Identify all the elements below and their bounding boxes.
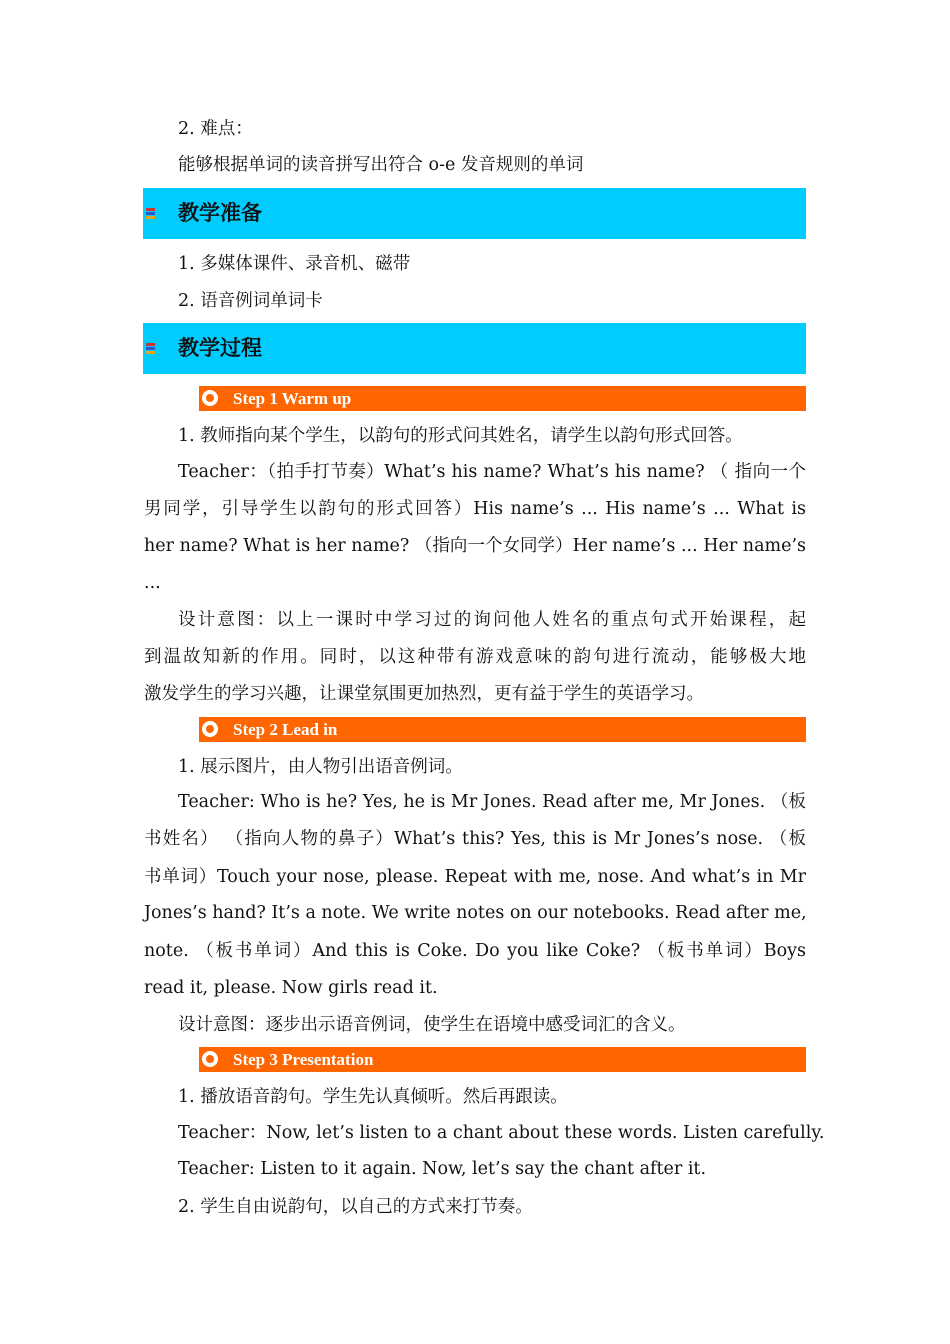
design-intent-line: 设计意图：逐步出示语音例词，使学生在语境中感受词汇的含义。 [178, 1015, 686, 1035]
paragraph-line: 男同学，引导学生以韵句的形式回答）His name’s ... His name’s ... What is [144, 499, 806, 519]
section-header-process [143, 323, 806, 374]
paragraph-line: ... [144, 573, 161, 593]
step-header-lead-in [199, 717, 806, 742]
paragraph-line: her name? What is her name? （指向一个女同学）Her name’s ... Her name’s [144, 536, 806, 556]
section-header-prep [143, 188, 806, 239]
difficulty-text: 能够根据单词的读音拼写出符合 o-e 发音规则的单词 [178, 155, 584, 175]
section-title: 教学过程 [178, 336, 262, 360]
step-header-presentation [199, 1047, 806, 1072]
paragraph-line: 书单词）Touch your nose, please. Repeat with me, nose. And what’s in Mr [144, 867, 806, 887]
difficulty-heading: 2. 难点： [178, 119, 253, 139]
paragraph-line: 1. 教师指向某个学生，以韵句的形式问其姓名，请学生以韵句形式回答。 [178, 426, 743, 446]
paragraph-line: note. （板书单词）And this is Coke. Do you like Coke? （板书单词）Boys [144, 941, 806, 961]
paragraph-line: 书姓名） （指向人物的鼻子）What’s this? Yes, this is Mr Jones’s nose. （板 [144, 829, 806, 849]
design-intent-line: 激发学生的学习兴趣，让课堂氛围更加热烈，更有益于学生的英语学习。 [144, 684, 704, 704]
paragraph-line: Teacher: Listen to it again. Now, let’s say the chant after it. [178, 1159, 707, 1179]
paragraph-line: read it, please. Now girls read it. [144, 978, 438, 998]
paragraph-line: 2. 学生自由说韵句，以自己的方式来打节奏。 [178, 1197, 533, 1217]
section-title: 教学准备 [178, 201, 262, 225]
step-label: Step 2 Lead in [233, 720, 338, 739]
stacked-books-icon [146, 208, 155, 219]
paragraph-line: Teacher: Who is he? Yes, he is Mr Jones. Read after me, Mr Jones. （板 [178, 792, 806, 812]
circle-star-icon [202, 721, 218, 737]
paragraph-line: 1. 播放语音韵句。学生先认真倾听。然后再跟读。 [178, 1087, 568, 1107]
step-header-warm-up [199, 386, 806, 411]
design-intent-line: 到温故知新的作用。同时，以这种带有游戏意味的韵句进行流动，能够极大地 [144, 647, 806, 667]
circle-star-icon [202, 1051, 218, 1067]
circle-star-icon [202, 390, 218, 406]
stacked-books-icon [146, 343, 155, 354]
list-item: 2. 语音例词单词卡 [178, 291, 323, 311]
paragraph-line: Teacher：Now, let’s listen to a chant about these words. Listen carefully. [178, 1123, 825, 1143]
paragraph-line: Jones’s hand? It’s a note. We write notes on our notebooks. Read after me, [144, 903, 807, 923]
step-label: Step 3 Presentation [233, 1050, 374, 1069]
list-item: 1. 多媒体课件、录音机、磁带 [178, 254, 411, 274]
paragraph-line: Teacher：（拍手打节奏）What’s his name? What’s his name? （ 指向一个 [178, 462, 806, 482]
paragraph-line: 1. 展示图片，由人物引出语音例词。 [178, 757, 463, 777]
design-intent-line: 设计意图：以上一课时中学习过的询问他人姓名的重点句式开始课程，起 [178, 610, 806, 630]
step-label: Step 1 Warm up [233, 389, 352, 408]
